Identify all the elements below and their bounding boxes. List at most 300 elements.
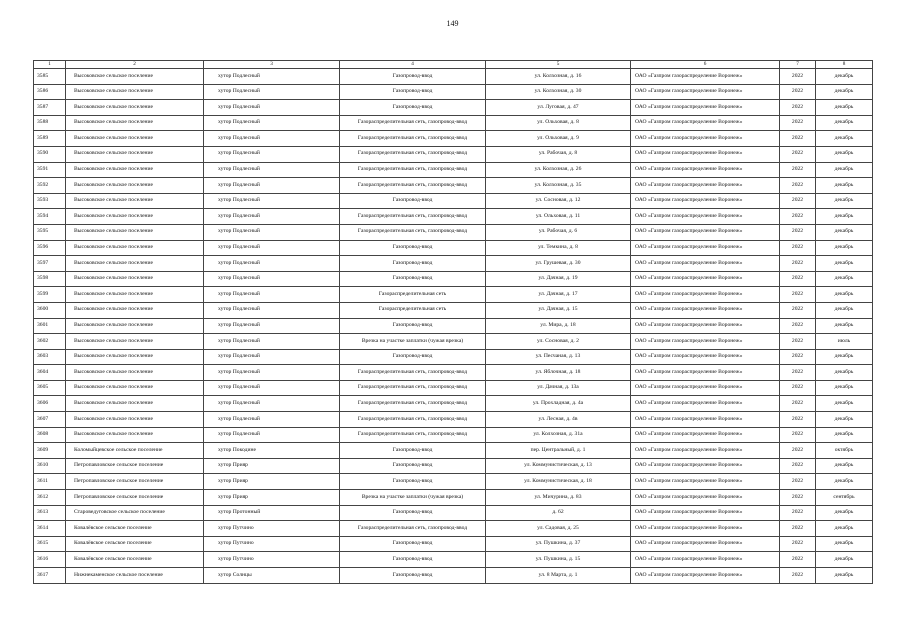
row-number-cell: 3591: [34, 162, 66, 178]
organization-cell: ОАО «Газпром газораспределение Воронеж»: [631, 271, 780, 287]
locality-cell: хутор Солнцы: [204, 568, 340, 584]
year-cell: 2022: [780, 287, 816, 303]
year-cell: 2022: [780, 146, 816, 162]
organization-cell: ОАО «Газпром газораспределение Воронеж»: [631, 302, 780, 318]
address-cell: ул. Ольховая, д. 8: [486, 115, 631, 131]
address-cell: ул. Мичурина, д. 83: [486, 490, 631, 506]
locality-cell: хутор Подлесный: [204, 380, 340, 396]
locality-cell: хутор Подлесный: [204, 318, 340, 334]
row-number-cell: 3599: [34, 287, 66, 303]
address-cell: ул. Колхозная, д. 31а: [486, 427, 631, 443]
object-type-cell: Газопровод-ввод: [340, 256, 486, 272]
settlement-cell: Ковалёвское сельское поселение: [66, 552, 204, 568]
month-cell: октябрь: [816, 443, 873, 459]
table-row: [34, 318, 873, 334]
object-type-cell: Газопровод-ввод: [340, 349, 486, 365]
year-cell: 2022: [780, 302, 816, 318]
month-cell: декабрь: [816, 505, 873, 521]
organization-cell: ОАО «Газпром газораспределение Воронеж»: [631, 131, 780, 147]
table-row: [34, 193, 873, 209]
address-cell: ул. Ольховая, д. 9: [486, 131, 631, 147]
settlement-cell: Высоковское сельское поселение: [66, 380, 204, 396]
year-cell: 2022: [780, 334, 816, 350]
settlement-cell: Высоковское сельское поселение: [66, 256, 204, 272]
object-type-cell: Газораспределительная сеть, газопровод-ввод: [340, 146, 486, 162]
address-cell: ул. 8 Марта, д. 1: [486, 568, 631, 584]
settlement-cell: Высоковское сельское поселение: [66, 334, 204, 350]
month-cell: декабрь: [816, 318, 873, 334]
organization-cell: ОАО «Газпром газораспределение Воронеж»: [631, 115, 780, 131]
register-table: [33, 60, 873, 584]
object-type-cell: Газопровод-ввод: [340, 193, 486, 209]
settlement-cell: Петропавловское сельское поселение: [66, 458, 204, 474]
table-row: [34, 100, 873, 116]
address-cell: ул. Коммунистическая, д. 13: [486, 458, 631, 474]
object-type-cell: Газораспределительная сеть: [340, 287, 486, 303]
year-cell: 2022: [780, 349, 816, 365]
locality-cell: хутор Подлесный: [204, 162, 340, 178]
object-type-cell: Газопровод-ввод: [340, 271, 486, 287]
address-cell: ул. Луговая, д. 47: [486, 100, 631, 116]
header-cell-1: 1: [34, 61, 66, 69]
month-cell: декабрь: [816, 224, 873, 240]
header-cell-4: 4: [340, 61, 486, 69]
address-cell: ул. Колхозная, д. 30: [486, 84, 631, 100]
table-row: [34, 162, 873, 178]
year-cell: 2022: [780, 552, 816, 568]
settlement-cell: Высоковское сельское поселение: [66, 193, 204, 209]
row-number-cell: 3616: [34, 552, 66, 568]
month-cell: декабрь: [816, 365, 873, 381]
object-type-cell: Газопровод-ввод: [340, 84, 486, 100]
address-cell: ул. Рабочая, д. 6: [486, 224, 631, 240]
object-type-cell: Газопровод-ввод: [340, 458, 486, 474]
header-cell-6: 6: [631, 61, 780, 69]
month-cell: декабрь: [816, 115, 873, 131]
row-number-cell: 3590: [34, 146, 66, 162]
locality-cell: хутор Подлесный: [204, 271, 340, 287]
settlement-cell: Староведуговское сельское поселение: [66, 505, 204, 521]
address-cell: ул. Сосновая, д. 12: [486, 193, 631, 209]
object-type-cell: Газораспределительная сеть, газопровод-ввод: [340, 162, 486, 178]
month-cell: декабрь: [816, 146, 873, 162]
month-cell: июль: [816, 334, 873, 350]
table-row: [34, 474, 873, 490]
row-number-cell: 3612: [34, 490, 66, 506]
table-row: [34, 536, 873, 552]
year-cell: 2022: [780, 115, 816, 131]
column-number-header: [34, 61, 873, 69]
organization-cell: ОАО «Газпром газораспределение Воронеж»: [631, 162, 780, 178]
settlement-cell: Высоковское сельское поселение: [66, 365, 204, 381]
year-cell: 2022: [780, 412, 816, 428]
header-cell-5: 5: [486, 61, 631, 69]
organization-cell: ОАО «Газпром газораспределение Воронеж»: [631, 287, 780, 303]
table-row: [34, 240, 873, 256]
month-cell: декабрь: [816, 100, 873, 116]
settlement-cell: Высоковское сельское поселение: [66, 146, 204, 162]
locality-cell: хутор Подлесный: [204, 100, 340, 116]
table-row: [34, 115, 873, 131]
organization-cell: ОАО «Газпром газораспределение Воронеж»: [631, 474, 780, 490]
locality-cell: хутор Подлесный: [204, 256, 340, 272]
address-cell: ул. Темкина, д. 8: [486, 240, 631, 256]
locality-cell: хутор Путчино: [204, 536, 340, 552]
month-cell: декабрь: [816, 287, 873, 303]
organization-cell: ОАО «Газпром газораспределение Воронеж»: [631, 193, 780, 209]
year-cell: 2022: [780, 69, 816, 85]
organization-cell: ОАО «Газпром газораспределение Воронеж»: [631, 365, 780, 381]
object-type-cell: Газопровод-ввод: [340, 318, 486, 334]
object-type-cell: Газораспределительная сеть: [340, 302, 486, 318]
year-cell: 2022: [780, 490, 816, 506]
month-cell: декабрь: [816, 271, 873, 287]
month-cell: декабрь: [816, 131, 873, 147]
table-row: [34, 349, 873, 365]
organization-cell: ОАО «Газпром газораспределение Воронеж»: [631, 178, 780, 194]
year-cell: 2022: [780, 100, 816, 116]
address-cell: пер. Центральный, д. 1: [486, 443, 631, 459]
month-cell: декабрь: [816, 84, 873, 100]
object-type-cell: Газораспределительная сеть, газопровод-ввод: [340, 115, 486, 131]
row-number-cell: 3595: [34, 224, 66, 240]
organization-cell: ОАО «Газпром газораспределение Воронеж»: [631, 209, 780, 225]
row-number-cell: 3594: [34, 209, 66, 225]
settlement-cell: Высоковское сельское поселение: [66, 271, 204, 287]
object-type-cell: Газопровод-ввод: [340, 536, 486, 552]
settlement-cell: Высоковское сельское поселение: [66, 115, 204, 131]
header-cell-8: 8: [816, 61, 873, 69]
address-cell: ул. Сосновая, д. 2: [486, 334, 631, 350]
month-cell: декабрь: [816, 427, 873, 443]
table-row: [34, 302, 873, 318]
settlement-cell: Высоковское сельское поселение: [66, 427, 204, 443]
settlement-cell: Высоковское сельское поселение: [66, 396, 204, 412]
settlement-cell: Нижнекаменское сельское поселение: [66, 568, 204, 584]
month-cell: декабрь: [816, 209, 873, 225]
row-number-cell: 3603: [34, 349, 66, 365]
month-cell: декабрь: [816, 302, 873, 318]
table-row: [34, 505, 873, 521]
address-cell: ул. Лесная, д. 4в: [486, 412, 631, 428]
row-number-cell: 3609: [34, 443, 66, 459]
year-cell: 2022: [780, 443, 816, 459]
settlement-cell: Высоковское сельское поселение: [66, 412, 204, 428]
locality-cell: хутор Покодине: [204, 443, 340, 459]
organization-cell: ОАО «Газпром газораспределение Воронеж»: [631, 146, 780, 162]
organization-cell: ОАО «Газпром газораспределение Воронеж»: [631, 318, 780, 334]
row-number-cell: 3606: [34, 396, 66, 412]
table-row: [34, 84, 873, 100]
address-cell: ул. Колхозная, д. 35: [486, 178, 631, 194]
locality-cell: хутор Подлесный: [204, 69, 340, 85]
organization-cell: ОАО «Газпром газораспределение Воронеж»: [631, 536, 780, 552]
organization-cell: ОАО «Газпром газораспределение Воронеж»: [631, 84, 780, 100]
header-cell-3: 3: [204, 61, 340, 69]
year-cell: 2022: [780, 396, 816, 412]
organization-cell: ОАО «Газпром газораспределение Воронеж»: [631, 443, 780, 459]
organization-cell: ОАО «Газпром газораспределение Воронеж»: [631, 505, 780, 521]
settlement-cell: Высоковское сельское поселение: [66, 349, 204, 365]
row-number-cell: 3597: [34, 256, 66, 272]
address-cell: ул. Коммунистическая, д. 18: [486, 474, 631, 490]
object-type-cell: Газораспределительная сеть, газопровод-ввод: [340, 365, 486, 381]
organization-cell: ОАО «Газпром газораспределение Воронеж»: [631, 521, 780, 537]
object-type-cell: Газораспределительная сеть, газопровод-ввод: [340, 412, 486, 428]
settlement-cell: Ковалёвское сельское поселение: [66, 536, 204, 552]
row-number-cell: 3608: [34, 427, 66, 443]
object-type-cell: Газопровод-ввод: [340, 443, 486, 459]
address-cell: ул. Грушевая, д. 30: [486, 256, 631, 272]
year-cell: 2022: [780, 256, 816, 272]
month-cell: декабрь: [816, 412, 873, 428]
year-cell: 2022: [780, 131, 816, 147]
object-type-cell: Газопровод-ввод: [340, 552, 486, 568]
table-row: [34, 224, 873, 240]
year-cell: 2022: [780, 505, 816, 521]
table-row: [34, 256, 873, 272]
register-sheet: [33, 60, 872, 584]
locality-cell: хутор Путчино: [204, 552, 340, 568]
month-cell: декабрь: [816, 568, 873, 584]
page-number: 149: [446, 19, 459, 28]
year-cell: 2022: [780, 224, 816, 240]
month-cell: декабрь: [816, 380, 873, 396]
row-number-cell: 3607: [34, 412, 66, 428]
locality-cell: хутор Подлесный: [204, 365, 340, 381]
settlement-cell: Высоковское сельское поселение: [66, 84, 204, 100]
header-cell-7: 7: [780, 61, 816, 69]
address-cell: ул. Колхозная, д. 16: [486, 69, 631, 85]
organization-cell: ОАО «Газпром газораспределение Воронеж»: [631, 427, 780, 443]
row-number-cell: 3596: [34, 240, 66, 256]
month-cell: декабрь: [816, 256, 873, 272]
table-row: [34, 146, 873, 162]
object-type-cell: Газопровод-ввод: [340, 474, 486, 490]
organization-cell: ОАО «Газпром газораспределение Воронеж»: [631, 552, 780, 568]
settlement-cell: Высоковское сельское поселение: [66, 162, 204, 178]
settlement-cell: Высоковское сельское поселение: [66, 287, 204, 303]
organization-cell: ОАО «Газпром газораспределение Воронеж»: [631, 224, 780, 240]
row-number-cell: 3598: [34, 271, 66, 287]
locality-cell: хутор Подлесный: [204, 131, 340, 147]
locality-cell: хутор Прияр: [204, 490, 340, 506]
table-row: [34, 69, 873, 85]
table-row: [34, 443, 873, 459]
settlement-cell: Высоковское сельское поселение: [66, 69, 204, 85]
table-row: [34, 365, 873, 381]
object-type-cell: Газораспределительная сеть, газопровод-ввод: [340, 209, 486, 225]
locality-cell: хутор Подлесный: [204, 240, 340, 256]
organization-cell: ОАО «Газпром газораспределение Воронеж»: [631, 349, 780, 365]
settlement-cell: Высоковское сельское поселение: [66, 240, 204, 256]
table-row: [34, 521, 873, 537]
organization-cell: ОАО «Газпром газораспределение Воронеж»: [631, 396, 780, 412]
year-cell: 2022: [780, 380, 816, 396]
row-number-cell: 3601: [34, 318, 66, 334]
organization-cell: ОАО «Газпром газораспределение Воронеж»: [631, 458, 780, 474]
object-type-cell: Газораспределительная сеть, газопровод-ввод: [340, 396, 486, 412]
month-cell: декабрь: [816, 458, 873, 474]
table-row: [34, 287, 873, 303]
month-cell: декабрь: [816, 552, 873, 568]
locality-cell: хутор Подлесный: [204, 287, 340, 303]
locality-cell: хутор Подлесный: [204, 209, 340, 225]
month-cell: декабрь: [816, 349, 873, 365]
row-number-cell: 3586: [34, 84, 66, 100]
organization-cell: ОАО «Газпром газораспределение Воронеж»: [631, 490, 780, 506]
table-row: [34, 412, 873, 428]
settlement-cell: Коломыйцевское сельское поселение: [66, 443, 204, 459]
year-cell: 2022: [780, 536, 816, 552]
address-cell: ул. Мира, д. 18: [486, 318, 631, 334]
locality-cell: хутор Подлесный: [204, 193, 340, 209]
row-number-cell: 3610: [34, 458, 66, 474]
settlement-cell: Ковалёвское сельское поселение: [66, 521, 204, 537]
row-number-cell: 3613: [34, 505, 66, 521]
locality-cell: хутор Подлесный: [204, 146, 340, 162]
locality-cell: хутор Подлесный: [204, 178, 340, 194]
year-cell: 2022: [780, 178, 816, 194]
locality-cell: хутор Подлесный: [204, 84, 340, 100]
organization-cell: ОАО «Газпром газораспределение Воронеж»: [631, 412, 780, 428]
object-type-cell: Газораспределительная сеть, газопровод-ввод: [340, 224, 486, 240]
row-number-cell: 3617: [34, 568, 66, 584]
table-row: [34, 396, 873, 412]
row-number-cell: 3585: [34, 69, 66, 85]
row-number-cell: 3600: [34, 302, 66, 318]
month-cell: декабрь: [816, 396, 873, 412]
table-body: [34, 61, 873, 584]
locality-cell: хутор Подлесный: [204, 412, 340, 428]
month-cell: декабрь: [816, 474, 873, 490]
year-cell: 2022: [780, 240, 816, 256]
organization-cell: ОАО «Газпром газораспределение Воронеж»: [631, 100, 780, 116]
locality-cell: хутор Подлесный: [204, 349, 340, 365]
year-cell: 2022: [780, 193, 816, 209]
address-cell: ул. Яблочная, д. 18: [486, 365, 631, 381]
address-cell: ул. Дачная, д. 15: [486, 302, 631, 318]
object-type-cell: Газопровод-ввод: [340, 100, 486, 116]
year-cell: 2022: [780, 568, 816, 584]
month-cell: декабрь: [816, 69, 873, 85]
organization-cell: ОАО «Газпром газораспределение Воронеж»: [631, 380, 780, 396]
header-cell-2: 2: [66, 61, 204, 69]
month-cell: декабрь: [816, 521, 873, 537]
row-number-cell: 3593: [34, 193, 66, 209]
locality-cell: хутор Путчино: [204, 521, 340, 537]
address-cell: ул. Ольховая, д. 11: [486, 209, 631, 225]
settlement-cell: Высоковское сельское поселение: [66, 100, 204, 116]
locality-cell: хутор Протонный: [204, 505, 340, 521]
settlement-cell: Петропавловское сельское поселение: [66, 474, 204, 490]
settlement-cell: Высоковское сельское поселение: [66, 209, 204, 225]
locality-cell: хутор Подлесный: [204, 396, 340, 412]
address-cell: ул. Прохладная, д. 4а: [486, 396, 631, 412]
row-number-cell: 3602: [34, 334, 66, 350]
address-cell: ул. Дачная, д. 19: [486, 271, 631, 287]
locality-cell: хутор Подлесный: [204, 427, 340, 443]
table-row: [34, 552, 873, 568]
table-row: [34, 458, 873, 474]
organization-cell: ОАО «Газпром газораспределение Воронеж»: [631, 240, 780, 256]
object-type-cell: Газораспределительная сеть, газопровод-ввод: [340, 521, 486, 537]
address-cell: ул. Дачная, д. 13а: [486, 380, 631, 396]
year-cell: 2022: [780, 271, 816, 287]
row-number-cell: 3604: [34, 365, 66, 381]
row-number-cell: 3588: [34, 115, 66, 131]
object-type-cell: Газопровод-ввод: [340, 69, 486, 85]
locality-cell: хутор Подлесный: [204, 302, 340, 318]
table-row: [34, 271, 873, 287]
address-cell: ул. Песчаная, д. 13: [486, 349, 631, 365]
settlement-cell: Высоковское сельское поселение: [66, 302, 204, 318]
table-row: [34, 490, 873, 506]
month-cell: декабрь: [816, 240, 873, 256]
row-number-cell: 3614: [34, 521, 66, 537]
settlement-cell: Высоковское сельское поселение: [66, 224, 204, 240]
table-row: [34, 568, 873, 584]
organization-cell: ОАО «Газпром газораспределение Воронеж»: [631, 256, 780, 272]
month-cell: сентябрь: [816, 490, 873, 506]
settlement-cell: Высоковское сельское поселение: [66, 318, 204, 334]
object-type-cell: Врезка на участке заплатки (чужая врезка): [340, 334, 486, 350]
table-row: [34, 209, 873, 225]
object-type-cell: Газораспределительная сеть, газопровод-ввод: [340, 131, 486, 147]
organization-cell: ОАО «Газпром газораспределение Воронеж»: [631, 69, 780, 85]
settlement-cell: Петропавловское сельское поселение: [66, 490, 204, 506]
address-cell: ул. Пушкина, д. 37: [486, 536, 631, 552]
month-cell: декабрь: [816, 178, 873, 194]
address-cell: ул. Дачная, д. 17: [486, 287, 631, 303]
address-cell: ул. Пушкина, д. 15: [486, 552, 631, 568]
table-row: [34, 131, 873, 147]
year-cell: 2022: [780, 84, 816, 100]
locality-cell: хутор Подлесный: [204, 224, 340, 240]
object-type-cell: Газораспределительная сеть, газопровод-ввод: [340, 427, 486, 443]
locality-cell: хутор Подлесный: [204, 115, 340, 131]
object-type-cell: Газопровод-ввод: [340, 505, 486, 521]
month-cell: декабрь: [816, 536, 873, 552]
row-number-cell: 3615: [34, 536, 66, 552]
locality-cell: хутор Подлесный: [204, 334, 340, 350]
table-row: [34, 334, 873, 350]
organization-cell: ОАО «Газпром газораспределение Воронеж»: [631, 568, 780, 584]
object-type-cell: Газораспределительная сеть, газопровод-ввод: [340, 380, 486, 396]
month-cell: декабрь: [816, 193, 873, 209]
address-cell: ул. Садовая, д. 25: [486, 521, 631, 537]
year-cell: 2022: [780, 365, 816, 381]
settlement-cell: Высоковское сельское поселение: [66, 131, 204, 147]
table-row: [34, 380, 873, 396]
address-cell: ул. Рабочая, д. 8: [486, 146, 631, 162]
year-cell: 2022: [780, 427, 816, 443]
row-number-cell: 3587: [34, 100, 66, 116]
row-number-cell: 3589: [34, 131, 66, 147]
address-cell: д. 62: [486, 505, 631, 521]
locality-cell: хутор Прияр: [204, 458, 340, 474]
year-cell: 2022: [780, 318, 816, 334]
row-number-cell: 3592: [34, 178, 66, 194]
object-type-cell: Газопровод-ввод: [340, 240, 486, 256]
year-cell: 2022: [780, 458, 816, 474]
settlement-cell: Высоковское сельское поселение: [66, 178, 204, 194]
table-row: [34, 178, 873, 194]
object-type-cell: Газораспределительная сеть, газопровод-ввод: [340, 178, 486, 194]
object-type-cell: Врезка на участке заплатки (чужая врезка): [340, 490, 486, 506]
row-number-cell: 3605: [34, 380, 66, 396]
year-cell: 2022: [780, 474, 816, 490]
